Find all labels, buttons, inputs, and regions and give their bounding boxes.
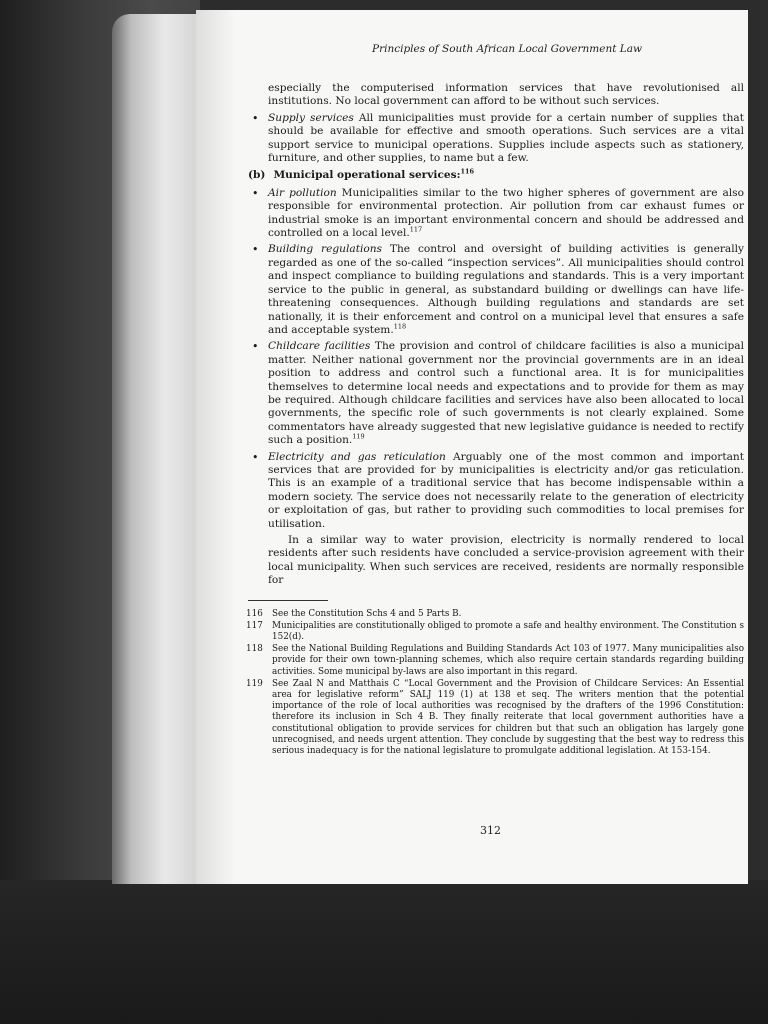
footnote bbox=[248, 679, 744, 757]
running-header: Principles of South African Local Government Law bbox=[372, 43, 642, 55]
bullet-term: Electricity and gas reticulation bbox=[268, 450, 446, 463]
page-number: 312 bbox=[480, 824, 501, 837]
footnote-divider bbox=[248, 600, 328, 601]
book-page bbox=[196, 10, 748, 884]
bullet-icon: • bbox=[252, 186, 259, 200]
footnote-ref: 116 bbox=[460, 167, 475, 176]
footnote-text: See the Constitution Schs 4 and 5 Parts B. bbox=[272, 608, 462, 619]
section-title: Municipal operational services: bbox=[273, 169, 461, 182]
bullet-building-regulations bbox=[248, 243, 744, 337]
footnote-number: 119 bbox=[246, 678, 263, 689]
footnote bbox=[248, 621, 744, 643]
bullet-electricity-gas bbox=[248, 451, 744, 531]
footnote-number: 118 bbox=[246, 644, 263, 655]
section-label: (b) bbox=[248, 169, 266, 182]
section-heading bbox=[248, 169, 744, 182]
footnote-number: 117 bbox=[246, 620, 263, 631]
bullet-text: The provision and control of childcare facilities is also a municipal matter. Neither national government nor the provincial governments are in an ideal position to address and control such a functional area. It is for municipalities themselves to determine local needs and expectations and to provide for them as may be required. Although childcare facilities and services have also been allocated to local governments, the specific role of such governments is not clearly explained. Some commentators have already suggested that new legislative guidance is needed to rectify such a position. bbox=[268, 340, 744, 447]
bullet-air-pollution bbox=[248, 187, 744, 241]
footnote-ref: 117 bbox=[409, 225, 423, 234]
bullet-term: Air pollution bbox=[268, 186, 337, 199]
bullet-text: All municipalities must provide for a certain number of supplies that should be available for effective and smooth operations. Such services are a vital support service to municipal operations. Supplies include aspects such as stationery, furniture, and other supplies, to name but a few. bbox=[268, 111, 744, 165]
bullet-term: Childcare facilities bbox=[268, 340, 371, 353]
book-page-edge bbox=[112, 14, 208, 884]
footnote-ref: 118 bbox=[393, 322, 407, 331]
bullet-childcare-facilities bbox=[248, 340, 744, 447]
bullet-supply-services bbox=[248, 112, 744, 166]
footnotes bbox=[248, 609, 744, 758]
background-bottom bbox=[0, 880, 768, 1024]
footnote-text: See Zaal N and Matthais C “Local Government and the Provision of Childcare Services: An Essential area for legislative reform” SALJ 119 (1) at 138 et seq. The writers mention that the potential importance of the role of local authorities was recognised by the drafters of the 1996 Constitution: therefore its inclusion in Sch 4 B. They finally reiterate that local government authorities have a constitutional obligation to provide services for children but that such an obligation has largely gone unrecognised, and needs urgent attention. They conclude by suggesting that the best way to redress this serious inadequacy is for the national legislature to promulgate additional legislation. At 153-154. bbox=[272, 678, 744, 757]
bullet-icon: • bbox=[252, 450, 259, 464]
bullet-text: Municipalities similar to the two higher spheres of government are also responsible for environmental protection. Air pollution from car exhaust fumes or industrial smoke is an important environmental concern and should be addressed and controlled on a local level. bbox=[268, 186, 744, 240]
intro-paragraph: especially the computerised information services that have revolutionised all institutions. No local government can afford to be without such services. bbox=[268, 82, 744, 108]
bullet-icon: • bbox=[252, 243, 259, 257]
footnote-text: See the National Building Regulations and Building Standards Act 103 of 1977. Many municipalities also provide for their own town-planning schemes, which also require certain standards regarding building activities. Some municipal by-laws are also important in this regard. bbox=[272, 644, 744, 677]
footnote-ref: 119 bbox=[352, 432, 365, 441]
footnote bbox=[248, 609, 744, 620]
bullet-term: Building regulations bbox=[268, 243, 382, 256]
footnote-number: 116 bbox=[246, 608, 263, 619]
bullet-term: Supply services bbox=[268, 111, 354, 124]
bullet-icon: • bbox=[252, 111, 259, 125]
bullet-text: The control and oversight of building activities is generally regarded as one of the so-called “inspection services”. All municipalities should control and inspect compliance to building regulations and standards. This is a very important service to the public in general, as substandard building or dwellings can have life-threatening consequences. Although building regulations and standards are set nationally, it is their enforcement and control on a municipal level that ensures a safe and acceptable system. bbox=[268, 243, 744, 336]
bullet-icon: • bbox=[252, 340, 259, 354]
footnote-text: Municipalities are constitutionally obliged to promote a safe and healthy environment. The Constitution s 152(d). bbox=[272, 620, 744, 643]
page-body bbox=[248, 82, 744, 758]
bullet-text: Arguably one of the most common and important services that are provided for by municipalities is electricity and/or gas reticulation. This is an example of a traditional service that has become indispensable within a modern society. The service does not necessarily relate to the generation of electricity or exploitation of gas, but rather to providing such commodities to local premises for utilisation. bbox=[268, 450, 744, 530]
continuation-paragraph: In a similar way to water provision, electricity is normally rendered to local residents after such residents have concluded a service-provision agreement with their local municipality. When such services are received, residents are normally responsible for bbox=[268, 534, 744, 587]
footnote bbox=[248, 644, 744, 678]
